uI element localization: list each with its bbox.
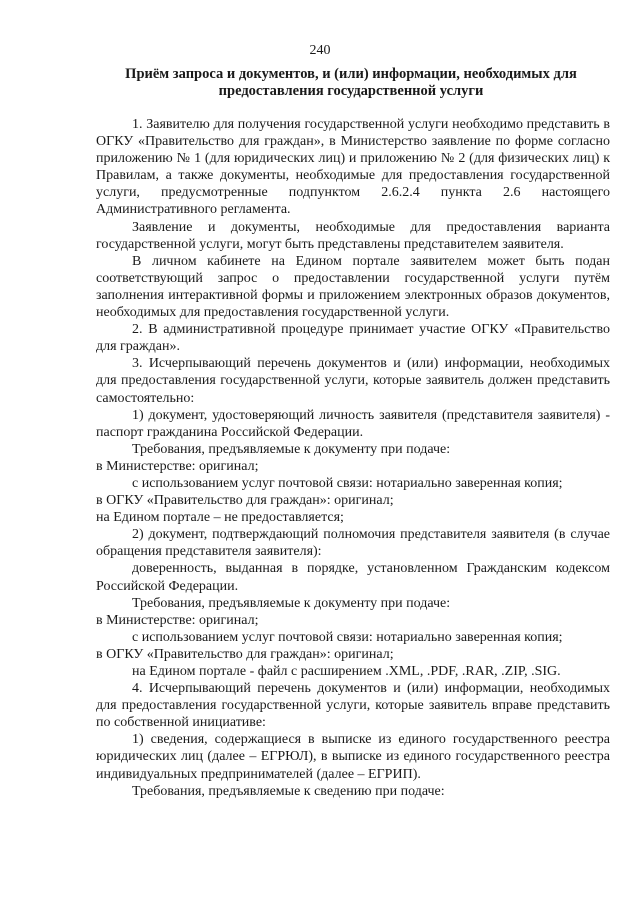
paragraph-2: Заявление и документы, необходимые для предоставления варианта государственной услуги, могут быть представлены представителем заявителя. [96,219,610,252]
paragraph-4: 2. В административной процедуре принимает участие ОГКУ «Правительство для граждан». [96,322,610,355]
section-title-line-2: предоставления государственной услуги [218,83,484,99]
paragraph-1: 1. Заявителю для получения государственной услуги необходимо представить в ОГКУ «Правительство для граждан», в Министерство заявление по форме согласно приложению № 1 (для юридических лиц) и приложению № 2 (для физических лиц) к Правилам, а также документы, необходимые для предоставления государственной услуги, предусмотренные подпунктом 2.6.2.4 пункта 2.6 настоящего Административного регламента. [96,117,610,218]
paragraph-11: на Едином портале – не предоставляется; [96,510,344,526]
paragraph-7: Требования, предъявляемые к документу при подаче: [132,441,451,457]
paragraph-13: доверенность, выданная в порядке, установленном Гражданским кодексом Российской Федерации. [96,561,610,594]
paragraph-3: В личном кабинете на Едином портале заявителем может быть подан соответствующий запрос о предоставлении государственной услуги путём заполнения интерактивной формы и приложением электронных образов документов, необходимых для предоставления государственной услуги. [96,253,610,321]
document-body [96,116,610,800]
paragraph-8: в Министерстве: оригинал; [96,458,259,474]
paragraph-5: 3. Исчерпывающий перечень документов и (или) информации, необходимых для предоставления государственной услуги, которые заявитель должен представить самостоятельно: [96,356,610,406]
page-number: 240 [309,43,331,58]
paragraph-12: 2) документ, подтверждающий полномочия представителя заявителя (в случае обращения представителя заявителя): [96,527,610,560]
paragraph-10: в ОГКУ «Правительство для граждан»: оригинал; [96,493,394,509]
paragraph-17: в ОГКУ «Правительство для граждан»: оригинал; [96,646,394,662]
paragraph-19: 4. Исчерпывающий перечень документов и (или) информации, необходимых для предоставления государственной услуги, которые заявитель вправе представить по собственной инициативе: [96,681,610,731]
section-title-line-1: Приём запроса и документов, и (или) информации, необходимых для [125,66,577,82]
section-title [116,66,586,100]
paragraph-20: 1) сведения, содержащиеся в выписке из единого государственного реестра юридических лиц (далее – ЕГРЮЛ), в выписке из единого государственного реестра индивидуальных предпринимателей (далее – ЕГРИП). [96,732,610,782]
paragraph-15: в Министерстве: оригинал; [96,612,259,628]
paragraph-9: с использованием услуг почтовой связи: нотариально заверенная копия; [132,475,563,491]
paragraph-6: 1) документ, удостоверяющий личность заявителя (представителя заявителя) - паспорт гражданина Российской Федерации. [96,407,610,440]
paragraph-14: Требования, предъявляемые к документу при подаче: [132,595,451,611]
paragraph-18: на Едином портале - файл с расширением .XML, .PDF, .RAR, .ZIP, .SIG. [132,664,561,679]
paragraph-21: Требования, предъявляемые к сведению при подаче: [132,783,445,799]
paragraph-16: с использованием услуг почтовой связи: нотариально заверенная копия; [132,629,563,645]
